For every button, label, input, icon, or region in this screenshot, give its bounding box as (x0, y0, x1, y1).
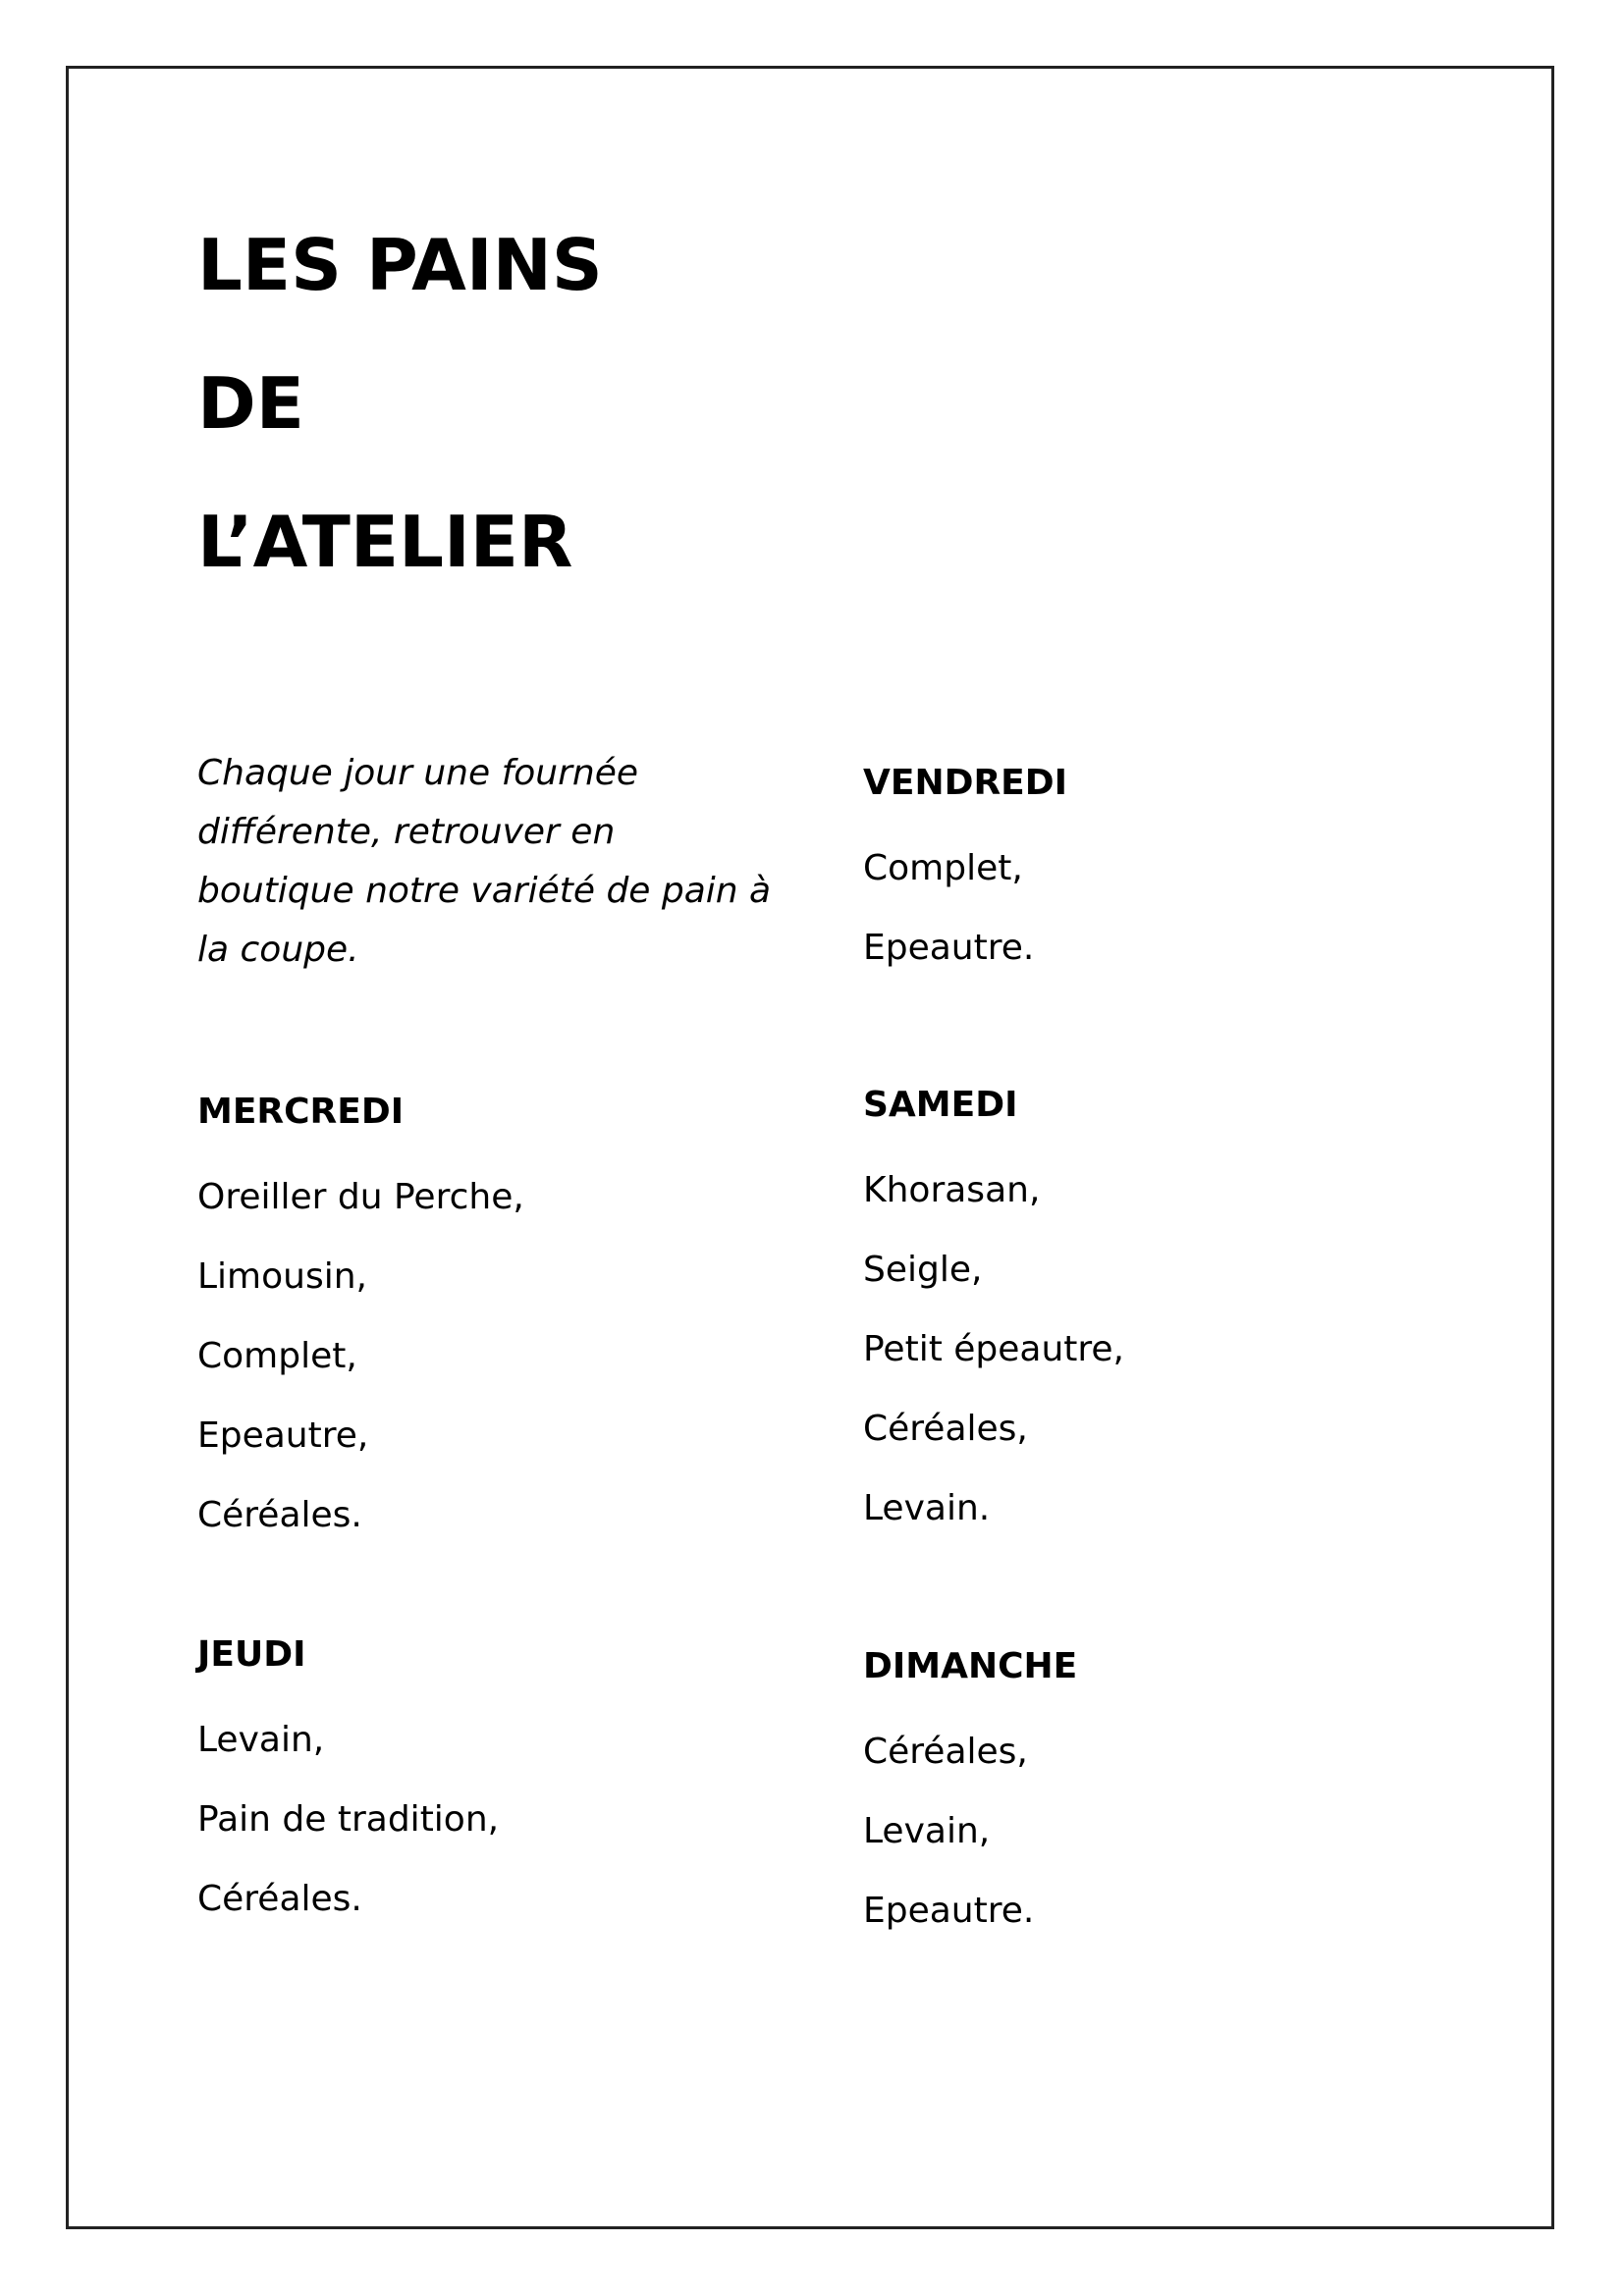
bread-item: Seigle, (863, 1250, 983, 1290)
day-heading: MERCREDI (197, 1092, 405, 1132)
bread-item: Oreiller du Perche, (197, 1177, 524, 1217)
bread-list (863, 849, 1067, 968)
bread-item: Epeautre. (863, 928, 1035, 968)
bread-item: Céréales. (197, 1879, 362, 1919)
bread-item: Epeautre. (863, 1891, 1035, 1931)
bread-item: Céréales, (863, 1409, 1028, 1449)
intro-text: Chaque jour une fournée différente, retrouver en boutique notre variété de pain à la coupe. (197, 753, 772, 970)
page-title (197, 196, 603, 612)
day-mercredi (197, 1087, 524, 1535)
day-heading: SAMEDI (863, 1085, 1018, 1125)
day-samedi (863, 1080, 1124, 1528)
title-line-3: L’ATELIER (197, 501, 573, 583)
day-heading: VENDREDI (863, 763, 1068, 803)
bread-item: Petit épeautre, (863, 1329, 1124, 1369)
bread-item: Levain, (863, 1811, 991, 1851)
day-jeudi (197, 1629, 499, 1919)
bread-item: Céréales. (197, 1495, 362, 1535)
day-dimanche (863, 1641, 1077, 1931)
day-vendredi (863, 758, 1067, 968)
bread-item: Khorasan, (863, 1170, 1041, 1210)
day-heading: JEUDI (197, 1634, 306, 1675)
bread-item: Céréales, (863, 1732, 1028, 1772)
bread-item: Levain. (863, 1488, 991, 1528)
bread-item: Levain, (197, 1720, 325, 1760)
title-line-2: DE (197, 362, 304, 445)
bread-item: Limousin, (197, 1256, 367, 1297)
bread-item: Pain de tradition, (197, 1799, 500, 1840)
bread-item: Complet, (197, 1336, 357, 1376)
title-line-1: LES PAINS (197, 224, 603, 306)
bread-list (863, 1171, 1124, 1528)
day-heading: DIMANCHE (863, 1646, 1078, 1686)
bread-list (197, 1178, 524, 1535)
bread-item: Epeautre, (197, 1415, 369, 1456)
bread-list (863, 1733, 1077, 1931)
bread-item: Complet, (863, 848, 1023, 888)
bread-list (197, 1721, 499, 1919)
